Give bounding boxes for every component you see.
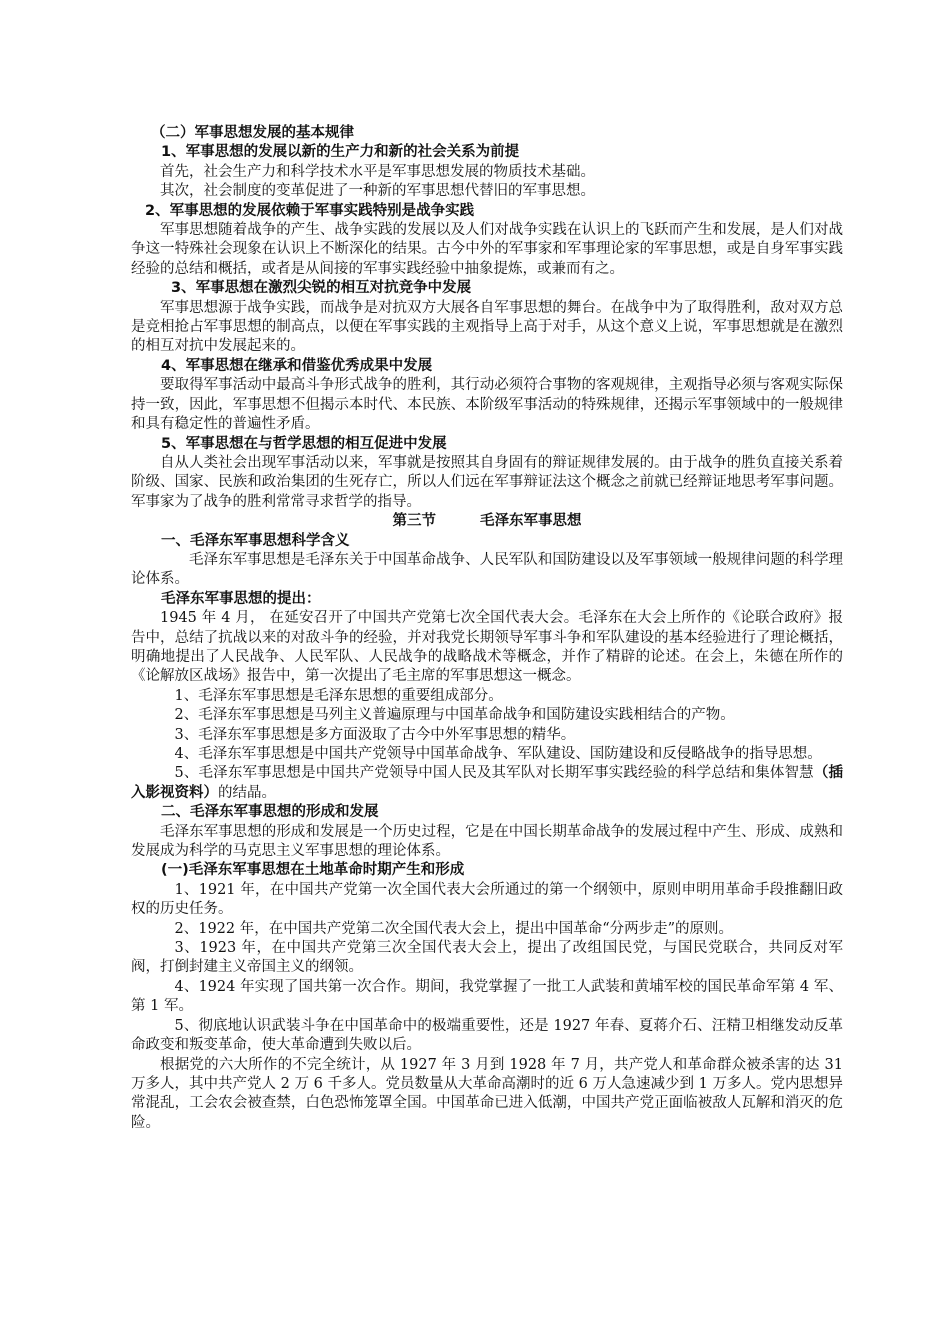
law-3-paragraph: 军事思想源于战争实践，而战争是对抗双方大展各自军事思想的舞台。在战争中为了取得胜利，敌对双方总是竞相抢占军事思想的制高点，以便在军事实践的主观指导上高于对手，从这个意义上说，军事思想就是在激烈的相互对抗中发展起来的。 <box>131 299 843 355</box>
definition-paragraph: 毛泽东军事思想是毛泽东关于中国革命战争、人民军队和国防建设以及军事领域一般规律问题的科学理论体系。 <box>131 551 843 588</box>
law-4-paragraph: 要取得军事活动中最高斗争形式战争的胜利，其行动必须符合事物的客观规律，主观指导必须与客观实际保持一致，因此，军事思想不但揭示本时代、本民族、本阶级军事活动的特殊规律，还揭示军事领域中的一般规律和具有稳定性的普遍性矛盾。 <box>131 377 843 433</box>
law-4-heading: 4、军事思想在继承和借鉴优秀成果中发展 <box>161 357 433 374</box>
thought-item-4: 4、毛泽东军事思想是中国共产党领导中国革命战争、军队建设、国防建设和反侵略战争的指导思想。 <box>174 746 822 762</box>
law-1-paragraph-2: 其次，社会制度的变革促进了一种新的军事思想代替旧的军事思想。 <box>160 183 595 200</box>
formation-paragraph: 毛泽东军事思想的形成和发展是一个历史过程，它是在中国长期革命战争的发展过程中产生、形成、成熟和发展成为科学的马克思主义军事思想的理论体系。 <box>131 823 843 860</box>
formation-heading: 二、毛泽东军事思想的形成和发展 <box>161 804 379 821</box>
law-3-heading: 3、军事思想在激烈尖锐的相互对抗竞争中发展 <box>171 280 472 297</box>
statistics-paragraph: 根据党的六大所作的不完全统计，从 1927 年 3 月到 1928 年 7 月，共产党人和革命群众被杀害的达 31 万多人，其中共产党人 2 万 6 千多人。党员数量从大革命高潮时的近 6 万人急速减少到 1 万多人。党内思想异常混乱，工会农会被查禁，白色恐怖笼罩全国。中国革命已进入低潮，中国共产党正面临被敌人瓦解和消灭的危险。 <box>131 1056 843 1131</box>
event-item-4: 4、1924 年实现了国共第一次合作。期间，我党掌握了一批工人武装和黄埔军校的国民革命军第 4 军、第 1 军。 <box>131 978 843 1015</box>
law-1-heading: 1、军事思想的发展以新的生产力和新的社会关系为前提 <box>161 144 520 161</box>
law-5-heading: 5、军事思想在与哲学思想的相互促进中发展 <box>161 435 447 452</box>
event-item-5: 5、彻底地认识武装斗争在中国革命中的极端重要性，还是 1927 年春、夏蒋介石、汪精卫相继发动反革命政变和叛变革命，使大革命遭到失败以后。 <box>131 1017 843 1054</box>
proposal-paragraph: 1945 年 4 月， 在延安召开了中国共产党第七次全国代表大会。毛泽东在大会上所作的《论联合政府》报告中，总结了抗战以来的对敌斗争的经验，并对我党长期领导军事斗争和军队建设的基本经验进行了理论概括，明确地提出了人民战争、人民军队、人民战争的战略战术等概念，并作了精辟的论述。在会上，朱德在所作的《论解放区战场》报告中，第一次提出了毛主席的军事思想这一概念。 <box>131 610 843 685</box>
section-3-title <box>131 512 843 531</box>
law-2-heading: 2、军事思想的发展依赖于军事实践特别是战争实践 <box>145 202 475 219</box>
thought-item-2: 2、毛泽东军事思想是马列主义普遍原理与中国革命战争和国防建设实践相结合的产物。 <box>174 707 735 724</box>
section-3-label: 第三节 <box>392 513 436 530</box>
event-item-1: 1、1921 年，在中国共产党第一次全国代表大会所通过的第一个纲领中，原则申明用革命手段推翻旧政权的历史任务。 <box>131 881 843 918</box>
meaning-heading: 一、毛泽东军事思想科学含义 <box>161 532 350 549</box>
thought-item-5-end: 的结晶。 <box>218 784 276 801</box>
section-3-name: 毛泽东军事思想 <box>480 513 582 530</box>
thought-item-1: 1、毛泽东军事思想是毛泽东思想的重要组成部分。 <box>174 687 503 704</box>
proposal-heading: 毛泽东军事思想的提出： <box>161 590 321 607</box>
law-1-paragraph-1: 首先，社会生产力和科学技术水平是军事思想发展的物质技术基础。 <box>160 163 595 180</box>
land-revolution-heading: (一)毛泽东军事思想在土地革命时期产生和形成 <box>161 862 465 879</box>
law-2-paragraph: 军事思想随着战争的产生、战争实践的发展以及人们对战争实践在认识上的飞跃而产生和发展，是人们对战争这一特殊社会现象在认识上不断深化的结果。古今中外的军事家和军事理论家的军事思想，或是自身军事实践经验的总结和概括，或者是从间接的军事实践经验中抽象提炼，或兼而有之。 <box>131 222 843 277</box>
thought-item-3: 3、毛泽东军事思想是多方面汲取了古今中外军事思想的精华。 <box>174 726 576 743</box>
law-5-paragraph: 自从人类社会出现军事活动以来，军事就是按照其自身固有的辩证规律发展的。由于战争的胜负直接关系着阶级、国家、民族和政治集团的生死存亡，所以人们远在军事辩证法这个概念之前就已经辩证地思考军事问题。军事家为了战争的胜利常常寻求哲学的指导。 <box>131 454 843 510</box>
thought-item-5-text: 5、毛泽东军事思想是中国共产党领导中国人民及其军队对长期军事实践经验的科学总结和集体智慧 <box>174 765 814 782</box>
event-item-2: 2、1922 年，在中国共产党第二次全国代表大会上，提出中国革命“分两步走”的原则。 <box>174 920 734 937</box>
thought-item-5 <box>131 764 843 803</box>
event-item-3: 3、1923 年，在中国共产党第三次全国代表大会上，提出了改组国民党，与国民党联合，共同反对军阀，打倒封建主义帝国主义的纲领。 <box>131 940 843 976</box>
section-heading-laws: （二）军事思想发展的基本规律 <box>151 125 354 141</box>
document-page <box>131 124 843 1133</box>
media-insert-note: （插入影视资料） <box>131 765 843 801</box>
